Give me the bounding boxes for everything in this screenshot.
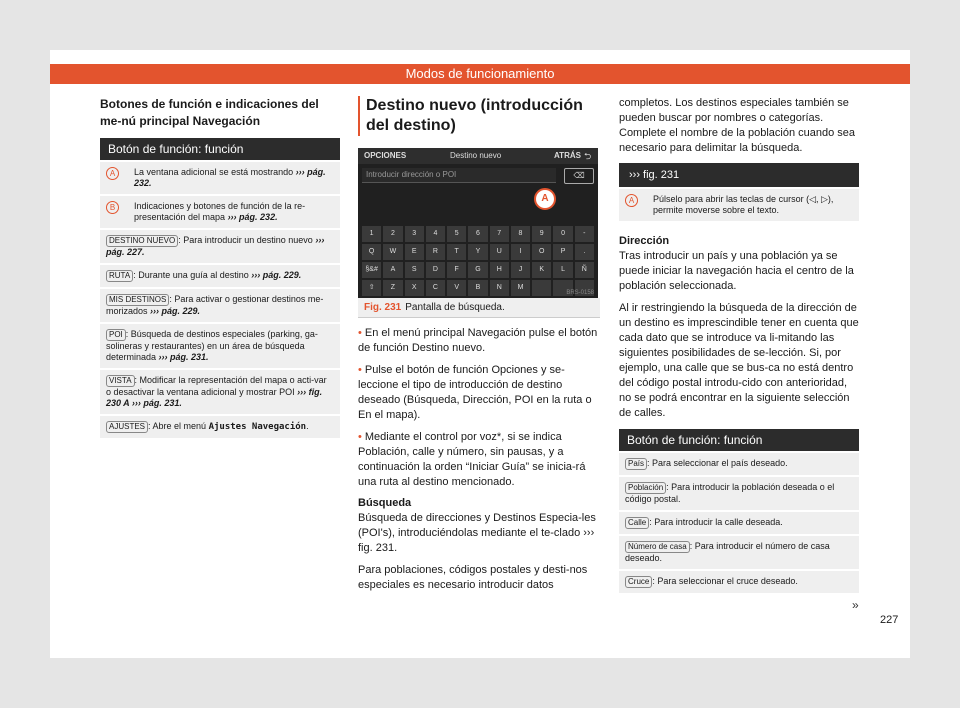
keyboard-key[interactable]: E [405, 244, 424, 260]
subheading-busqueda: Búsqueda [358, 497, 412, 509]
function-label: AJUSTES [106, 421, 148, 433]
keyboard-key[interactable]: G [468, 262, 487, 278]
keyboard-row [362, 244, 594, 260]
keyboard-key[interactable]: N [490, 280, 509, 296]
figref-header: ››› fig. 231 [619, 163, 859, 187]
function-label: País [625, 458, 647, 470]
keyboard-key[interactable]: M [511, 280, 530, 296]
figure-caption [358, 298, 600, 318]
row-text: Calle : Para introducir la calle deseada. [625, 517, 783, 529]
keyboard-key[interactable]: J [511, 262, 530, 278]
page-header: Modos de funcionamiento [50, 64, 910, 84]
function-table [619, 453, 859, 593]
table-row [619, 512, 859, 534]
function-label: MIS DESTINOS [106, 294, 169, 306]
keyboard-key[interactable]: 0 [553, 226, 572, 242]
row-marker [106, 167, 124, 189]
section-title: Destino nuevo (introducción del destino) [358, 96, 600, 136]
row-text: Población : Para introducir la población deseada o el código postal. [625, 482, 835, 504]
table-row [100, 416, 340, 438]
column-1 [100, 96, 340, 438]
page-ref: ››› pág. 231. [158, 352, 209, 362]
keyboard-key[interactable]: Ñ [575, 262, 594, 278]
bullet-1 [358, 326, 600, 356]
keyboard-key[interactable]: §&# [362, 262, 381, 278]
figure-code: BRS-0158 [566, 290, 594, 296]
table-row [100, 265, 340, 287]
function-label: Cruce [625, 576, 652, 588]
paragraph: Búsqueda de direcciones y Destinos Especia-les (POI's), introduciéndolas mediante el te-clado ››› fig. 231. [358, 512, 596, 554]
keyboard-key[interactable]: D [426, 262, 445, 278]
keyboard-row [362, 262, 594, 278]
row-text: AJUSTES : Abre el menú Ajustes Navegación. [106, 421, 309, 433]
subheading-direccion: Dirección [619, 235, 670, 247]
row-text: Número de casa : Para introducir el número de casa deseado. [625, 541, 830, 563]
table-row [619, 453, 859, 475]
keyboard-key[interactable]: U [490, 244, 509, 260]
function-label: POI [106, 329, 126, 341]
function-table [100, 162, 340, 438]
keyboard-key[interactable]: 6 [468, 226, 487, 242]
keyboard-key[interactable]: - [575, 226, 594, 242]
table-row [619, 536, 859, 569]
keyboard-key[interactable]: 7 [490, 226, 509, 242]
keyboard-key[interactable]: Q [362, 244, 381, 260]
row-text: DESTINO NUEVO : Para introducir un destino nuevo ››› pág. 227. [106, 235, 325, 257]
keyboard-key[interactable]: A [383, 262, 402, 278]
bullet-2 [358, 363, 600, 423]
keyboard-key[interactable]: ⇧ [362, 280, 381, 296]
page-ref: ››› pág. 229. [251, 270, 302, 280]
keyboard-key[interactable]: . [575, 244, 594, 260]
keyboard-key[interactable]: 2 [383, 226, 402, 242]
callout-marker: B [106, 201, 119, 214]
table-row [100, 289, 340, 322]
bullet-icon: • [358, 327, 362, 339]
delete-key-icon[interactable]: ⌫ [564, 168, 594, 184]
keyboard-key[interactable]: Z [383, 280, 402, 296]
function-label: DESTINO NUEVO [106, 235, 178, 247]
page-ref: ››› pág. 229. [150, 306, 201, 316]
paragraph: Para poblaciones, códigos postales y desti-nos especiales es necesario introducir datos [358, 564, 588, 591]
keyboard-key[interactable]: X [405, 280, 424, 296]
keyboard-key[interactable]: C [426, 280, 445, 296]
table-header: Botón de función: función [619, 429, 859, 451]
bullet-text: En el menú principal Navegación pulse el botón de función Destino nuevo. [358, 327, 598, 354]
keyboard-key[interactable]: 4 [426, 226, 445, 242]
row-text: MIS DESTINOS : Para activar o gestionar destinos me-morizados ››› pág. 229. [106, 294, 324, 316]
keyboard-key[interactable]: B [468, 280, 487, 296]
row-text: País : Para seleccionar el país deseado. [625, 458, 788, 470]
keyboard-key[interactable]: 5 [447, 226, 466, 242]
continue-mark: » [852, 598, 859, 612]
callout-marker: A [106, 167, 119, 180]
page-ref: ››› pág. 232. [134, 167, 326, 188]
table-row [100, 230, 340, 263]
keyboard-key[interactable]: 1 [362, 226, 381, 242]
bullet-icon: • [358, 431, 362, 443]
table-row [100, 196, 340, 228]
keyboard-key[interactable]: V [447, 280, 466, 296]
keyboard-row [362, 226, 594, 242]
table-row [100, 370, 340, 414]
keyboard-key[interactable]: F [447, 262, 466, 278]
function-label: Población [625, 482, 666, 494]
keyboard [362, 226, 594, 298]
paragraph: Tras introducir un país y una población ya se puede iniciar la navegación hacia el centro de la población seleccionada. [619, 250, 854, 292]
function-label: Calle [625, 517, 649, 529]
keyboard-key[interactable]: K [532, 262, 551, 278]
keyboard-key[interactable]: 9 [532, 226, 551, 242]
row-text: Indicaciones y botones de función de la re-presentación del mapa ››› pág. 232. [134, 201, 306, 222]
callout-a: A [534, 188, 556, 210]
row-text: POI : Búsqueda de destinos especiales (parking, ga-solineras y restaurantes) en un área de búsqueda determinada ››› pág. 231. [106, 329, 318, 362]
opciones-button[interactable]: OPCIONES [364, 151, 407, 160]
bullet-text: Pulse el botón de función Opciones y se-leccione el tipo de introducción de destino deseado (Búsqueda, Dirección, POI en la ruta o En el mapa). [358, 364, 592, 421]
keyboard-key[interactable] [532, 280, 551, 296]
column-3 [619, 96, 859, 593]
keyboard-key[interactable]: T [447, 244, 466, 260]
screen-figure [358, 148, 598, 298]
keyboard-row [362, 280, 594, 296]
page-ref: ››› pág. 232. [227, 212, 278, 222]
figref-text: Púlselo para abrir las teclas de cursor (◁, ▷), permite moverse sobre el texto. [653, 194, 834, 215]
column-2 [358, 96, 600, 600]
table-row [100, 324, 340, 368]
address-input[interactable]: Introducir dirección o POI [362, 168, 556, 183]
row-text: VISTA : Modificar la representación del mapa o acti-var o desactivar la ventana adicional y mostrar POI ››› fig. 230 A ››› pág. 231. [106, 375, 327, 408]
menu-name: Ajustes Navegación [208, 422, 307, 432]
page-ref: ››› pág. 227. [106, 235, 325, 257]
keyboard-key[interactable]: 8 [511, 226, 530, 242]
keyboard-key[interactable]: I [511, 244, 530, 260]
row-text: RUTA : Durante una guía al destino ››› pág. 229. [106, 270, 301, 282]
row-text: Cruce : Para seleccionar el cruce deseado. [625, 576, 798, 588]
function-label: VISTA [106, 375, 135, 387]
paragraph: completos. Los destinos especiales también se pueden buscar por nombres o categorías. Complete el nombre de la población cuando sea necesario para delimitar la búsqueda. [619, 97, 856, 154]
table-row [619, 477, 859, 510]
function-label: RUTA [106, 270, 133, 282]
atras-button[interactable]: ATRÁS [554, 151, 581, 160]
caption-text: Pantalla de búsqueda. [405, 302, 505, 313]
section-title: Botones de función e indicaciones del me-nú principal Navegación [100, 97, 319, 128]
figref-row [619, 189, 859, 221]
keyboard-key[interactable]: Y [468, 244, 487, 260]
screen-title: Destino nuevo [450, 151, 502, 160]
keyboard-key[interactable]: L [553, 262, 572, 278]
function-label: Número de casa [625, 541, 690, 553]
keyboard-key[interactable]: S [405, 262, 424, 278]
keyboard-key[interactable]: W [383, 244, 402, 260]
keyboard-key[interactable]: P [553, 244, 572, 260]
paragraph: Al ir restringiendo la búsqueda de la dirección de un destino es imprescindible tener en cuenta que cada dato que se introduce va li-mitando las siguientes posibilidades de se-lección. Si, por ejemplo, una calle que se bus-ca no está dentro del código postal introdu-cido con anterioridad, no se podrá encontrar en la siguiente selección de calles. [619, 302, 859, 419]
table-row [619, 571, 859, 593]
keyboard-key[interactable]: R [426, 244, 445, 260]
page-number: 227 [880, 614, 899, 626]
keyboard-key[interactable]: O [532, 244, 551, 260]
bullet-icon: • [358, 364, 362, 376]
row-text: La ventana adicional se está mostrando ››› pág. 232. [134, 167, 326, 188]
bullet-3 [358, 430, 600, 490]
back-arrow-icon: ⮌ [584, 151, 592, 161]
callout-a-marker: A [625, 194, 638, 207]
bullet-text: Mediante el control por voz*, si se indica Población, calle y número, sin pausas, y a continuación la orden “Iniciar Guía” se inicia-rá una ruta al destino mencionado. [358, 431, 586, 488]
page-ref: ››› fig. 230 A ››› pág. 231. [106, 387, 323, 408]
screen-top-bar [358, 148, 598, 164]
row-marker [106, 201, 124, 223]
keyboard-key[interactable]: 3 [405, 226, 424, 242]
table-row [100, 162, 340, 194]
caption-number: Fig. 231 [364, 302, 402, 313]
keyboard-key[interactable]: H [490, 262, 509, 278]
table-header: Botón de función: función [100, 138, 340, 160]
